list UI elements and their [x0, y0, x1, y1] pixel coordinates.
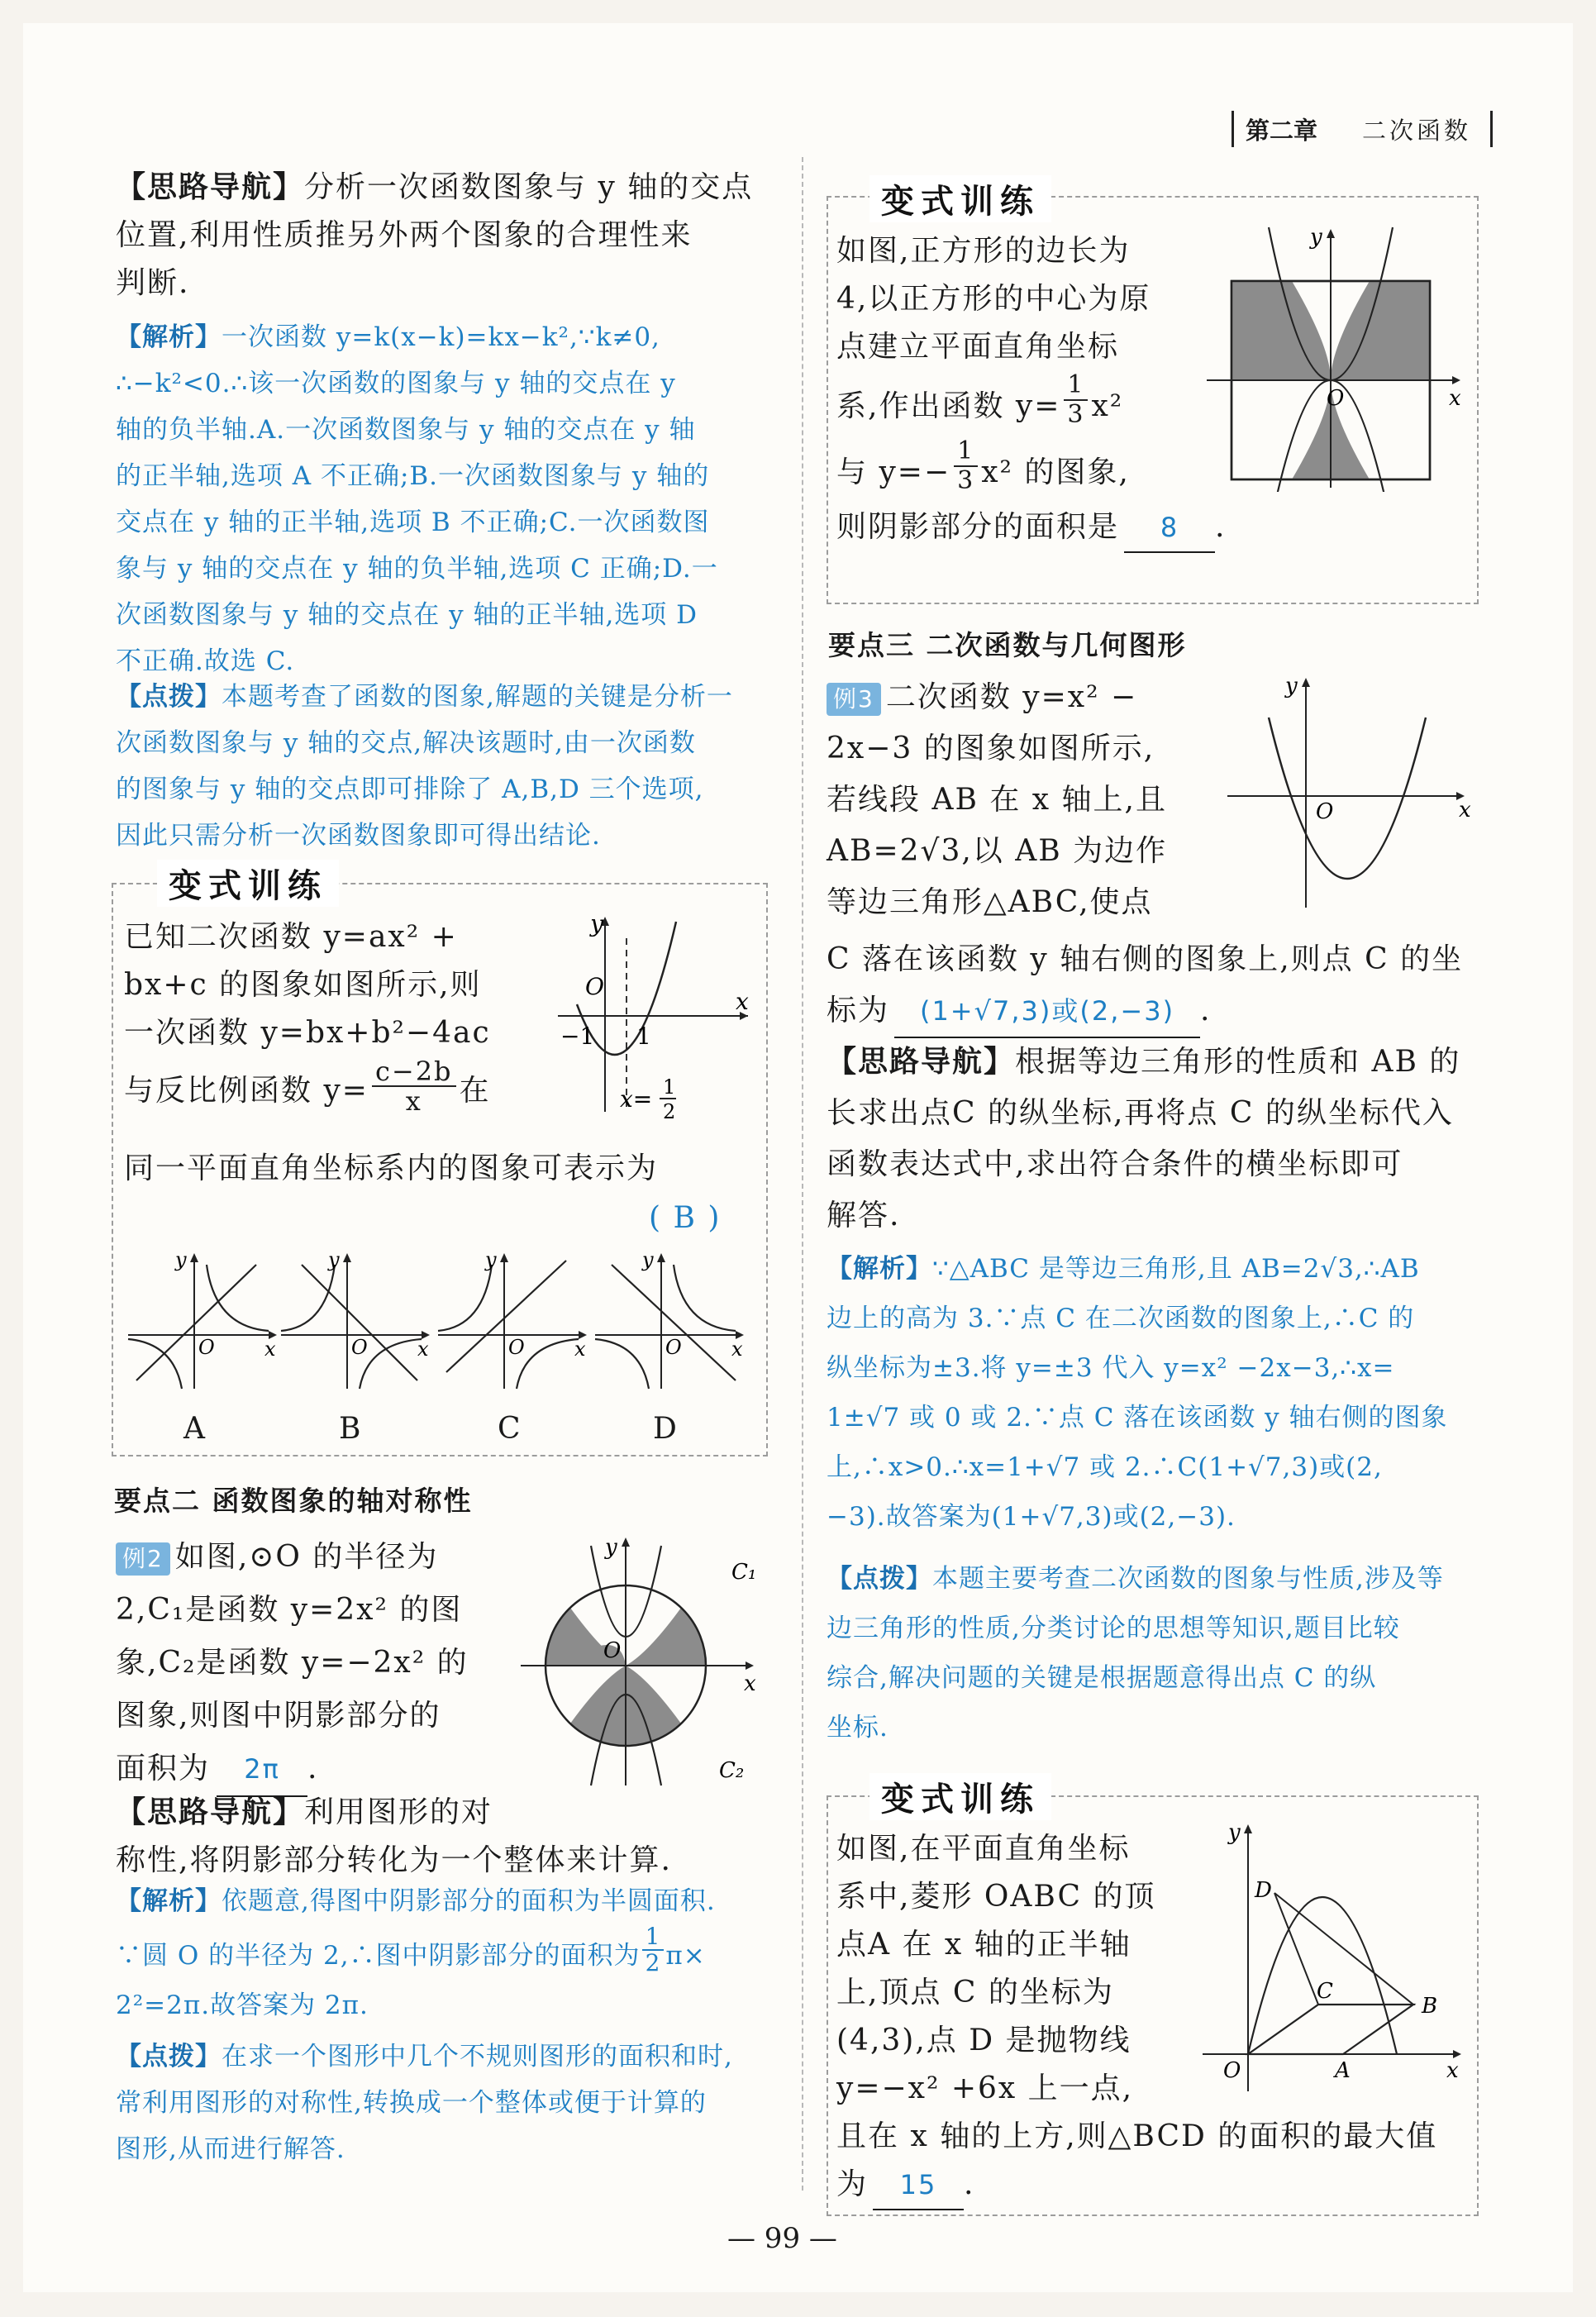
svg-text:y: y [485, 1248, 497, 1271]
training-2-answer: 8 [1124, 503, 1215, 553]
nav-paragraph-2: 【思路导航】利用图形的对 称性,将阴影部分转化为一个整体来计算. [116, 1795, 672, 1877]
header-subject: 二次函数 [1362, 117, 1472, 145]
nav-paragraph-1: 【思路导航】分析一次函数图象与 y 轴的交点 位置,利用性质推另外两个图象的合理性来 判断. [116, 170, 754, 300]
rhombus-graph [1198, 1814, 1471, 2100]
svg-text:y: y [175, 1248, 187, 1271]
nav-tag: 【思路导航】 [116, 170, 305, 204]
svg-text:x: x [731, 1337, 743, 1361]
example-3-answer: (1+√7,3)或(2,−3) [894, 985, 1200, 1038]
svg-text:x: x [736, 988, 749, 1015]
svg-text:D: D [1255, 1878, 1272, 1903]
svg-text:y: y [328, 1248, 340, 1271]
choice-graph-c[interactable] [434, 1248, 591, 1393]
svg-text:O: O [603, 1638, 622, 1663]
training-3-question-tail: 且在 x 轴的上方,则△BCD 的面积的最大值 为 15 . [836, 2113, 1473, 2210]
example-3-question: 例3 二次函数 y=x² − 2x−3 的图象如图所示, 若线段 AB 在 x 轴上,且 AB=2√3,以 AB 为边作 等边三角形△ABC,使点 [827, 680, 1168, 919]
svg-text:x=: x= [620, 1085, 653, 1113]
choice-label-d[interactable]: D [653, 1412, 679, 1446]
svg-text:C₁: C₁ [731, 1560, 757, 1585]
kp2-title: 要点二 函数图象的轴对称性 [114, 1485, 473, 1517]
choice-graph-a[interactable] [124, 1248, 281, 1393]
svg-text:y: y [1285, 674, 1298, 698]
svg-text:O: O [585, 973, 604, 1000]
svg-text:2: 2 [663, 1100, 676, 1120]
svg-text:C₂: C₂ [719, 1758, 745, 1783]
column-divider [802, 157, 803, 2191]
tip-paragraph-1: 【点拨】本题考查了函数的图象,解题的关键是分析一 次函数图象与 y 轴的交点,解决该题时,由一次函数 的图象与 y 轴的交点即可排除了 A,B,D 三个选项, 因此只需分析一次函数图象即可得出结论. [116, 682, 733, 851]
choice-graph-d[interactable] [591, 1248, 748, 1393]
svg-text:y: y [1310, 225, 1322, 250]
training-3-question: 如图,在平面直角坐标 系中,菱形 OABC 的顶 点A 在 x 轴的正半轴 上,顶点 C 的坐标为 (4,3),点 D 是抛物线 y=−x² +6x 上一点, [836, 1832, 1156, 2105]
solution-paragraph-3: 【解析】∵△ABC 是等边三角形,且 AB=2√3,∴AB 边上的高为 3.∵点 C 在二次函数的图象上,∴C 的 纵坐标为±3.将 y=±3 代入 y=x² −2x−3,∴x= 1±√7 或 0 或 2.∵点 C 落在该函数 y 轴右侧的图象 上,∴x>0.∴x=1+√7 或 2.∴C(1+√7,3)或(2, −3).故答案为(1+√7,3)或(2,−3). [827, 1254, 1448, 1532]
svg-text:y: y [642, 1248, 654, 1271]
variant-training-title-2: 变式训练 [869, 175, 1051, 222]
square-graph [1203, 219, 1471, 492]
nav-paragraph-3: 【思路导航】根据等边三角形的性质和 AB 的 长求出点C 的纵坐标,再将点 C 的纵坐标代入 函数表达式中,求出符合条件的横坐标即可 解答. [827, 1045, 1461, 1232]
svg-text:C: C [1317, 1979, 1333, 2004]
example-2-answer: 2π [217, 1743, 307, 1797]
training-3-answer: 15 [873, 2161, 964, 2210]
svg-text:O: O [1223, 2058, 1241, 2083]
example-2-question: 例2 如图,⊙O 的半径为 2,C₁是函数 y=2x² 的图 象,C₂是函数 y=−2x² 的 图象,则图中阴影部分的 面积为 2π . [116, 1531, 512, 1797]
svg-text:x: x [744, 1671, 756, 1696]
svg-text:O: O [1316, 799, 1334, 824]
page-header [1232, 111, 1493, 147]
rhombus-oabc [1248, 2005, 1413, 2054]
example-3-badge: 例3 [827, 683, 881, 716]
training-1-answer: ( B ) [649, 1201, 722, 1235]
training-1-question-tail: 同一平面直角坐标系内的图象可表示为 [124, 1151, 659, 1185]
svg-text:A: A [1335, 2058, 1351, 2083]
svg-text:x: x [264, 1337, 276, 1361]
svg-text:x: x [1446, 2058, 1459, 2083]
page-number: — 99 — [727, 2222, 837, 2255]
variant-training-title-3: 变式训练 [869, 1773, 1051, 1820]
training-2-question: 如图,正方形的边长为 4,以正方形的中心为原 点建立平面直角坐标 系,作出函数 y= $\frac{1}{3}$ x² 与 y=− $\frac{1}{3}$ x² 的图象, 则阴影部分的面积是 8 . [836, 227, 1250, 553]
svg-text:x: x [1459, 798, 1471, 822]
svg-text:O: O [1327, 386, 1345, 411]
solution-paragraph-1: 【解析】一次函数 y=k(x−k)=kx−k²,∵k≠0, ∴−k²<0.∴该一次函数的图象与 y 轴的交点在 y 轴的负半轴.A.一次函数图象与 y 轴的交点在 y 轴 的正半轴,选项 A 不正确;B.一次函数图象与 y 轴的 交点在 y 轴的正半轴,选项 B 不正确;C.一次函数图 象与 y 轴的交点在 y 轴的负半轴,选项 C 正确;D.一 次函数图象与 y 轴的交点在 y 轴的正半轴,选项 D 不正确.故选 C. [116, 322, 718, 676]
example-2-badge: 例2 [116, 1542, 170, 1576]
parabola-graph [554, 905, 760, 1120]
choice-label-b[interactable]: B [339, 1412, 363, 1446]
svg-text:x: x [574, 1337, 586, 1361]
tip-paragraph-3: 【点拨】本题主要考查二次函数的图象与性质,涉及等 边三角形的性质,分类讨论的思想等知识,题目比较 综合,解决问题的关键是根据题意得出点 C 的纵 坐标. [827, 1564, 1444, 1743]
svg-text:1: 1 [636, 1023, 651, 1050]
svg-text:x: x [417, 1337, 429, 1361]
svg-text:−1: −1 [560, 1023, 595, 1050]
svg-text:O: O [665, 1336, 682, 1359]
choice-label-a[interactable]: A [183, 1412, 207, 1446]
tip-paragraph-2: 【点拨】在求一个图形中几个不规则图形的面积和时, 常利用图形的对称性,转换成一个整体或便于计算的 图形,从而进行解答. [116, 2042, 733, 2164]
solution-paragraph-2: 【解析】依题意,得图中阴影部分的面积为半圆面积. ∵圆 O 的半径为 2,∴图中阴影部分的面积为 $\frac{1}{2}$ π× 2²=2π.故答案为 2π. [116, 1886, 716, 2020]
svg-text:1: 1 [663, 1075, 676, 1099]
svg-text:y: y [605, 1535, 617, 1560]
svg-text:y: y [1228, 1820, 1241, 1845]
parabola-abc-curve [1269, 718, 1426, 879]
circle-graph [512, 1529, 769, 1794]
svg-text:O: O [198, 1336, 215, 1359]
choice-label-c[interactable]: C [498, 1412, 522, 1446]
example-3-question-tail: C 落在该函数 y 轴右侧的图象上,则点 C 的坐 标为 (1+√7,3)或(2,−3) . [827, 934, 1488, 1038]
parabola-ab-graph [1223, 668, 1475, 924]
svg-text:x: x [1449, 386, 1461, 411]
training-1-question: 已知二次函数 y=ax² + bx+c 的图象如图所示,则 一次函数 y=bx+b²−4ac 与反比例函数 y= $\frac{c-2b}{x}$ 在 [124, 920, 491, 1117]
parabola-d-curve [1248, 1897, 1397, 2054]
header-chapter: 第二章 [1246, 117, 1318, 145]
svg-text:O: O [351, 1336, 368, 1359]
variant-training-title-1: 变式训练 [157, 860, 339, 907]
svg-text:y: y [590, 910, 603, 937]
svg-text:B: B [1422, 1994, 1438, 2019]
choice-graph-b[interactable] [277, 1248, 434, 1393]
svg-text:O: O [508, 1336, 525, 1359]
kp3-title: 要点三 二次函数与几何图形 [828, 629, 1187, 661]
